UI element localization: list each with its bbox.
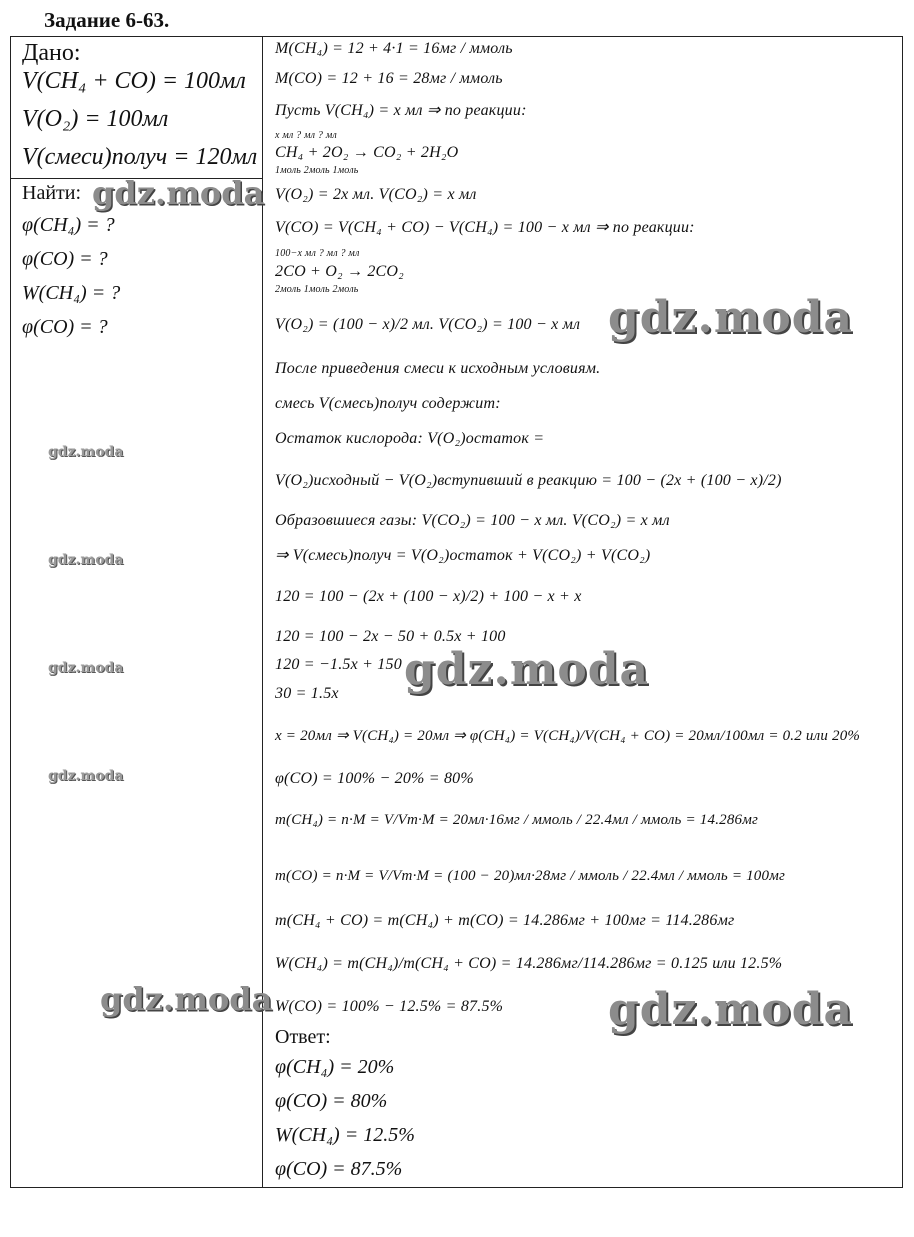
task-title: Задание 6-63. — [44, 8, 170, 32]
find-item: W(CH₄) = ? — [22, 282, 121, 304]
watermark: gdz.moda — [100, 980, 273, 1018]
solution-line: x = 20мл ⇒ V(CH₄) = 20мл ⇒ φ(CH₄) = V(CH₄)/V(CH₄ + CO) = 20мл/100мл = 0.2 или 20% — [275, 728, 861, 744]
given-item: V(CH₄ + CO) = 100мл — [22, 68, 246, 94]
watermark: gdz.moda — [608, 292, 854, 343]
solution-line: Остаток кислорода: V(O₂)остаток = — [275, 430, 545, 447]
solution-line: 30 = 1.5x — [275, 685, 339, 702]
reaction-annotation: 1моль 2моль 1моль — [275, 165, 359, 176]
solution-line: V(O₂)исходный − V(O₂)вступивший в реакцию = 100 − (2x + (100 − x)/2) — [275, 472, 782, 489]
answer-item: W(CH₄) = 12.5% — [275, 1124, 415, 1146]
watermark: gdz.moda — [608, 984, 854, 1035]
solution-line: V(O₂) = 2x мл. V(CO₂) = x мл — [275, 186, 477, 203]
solution-line: m(CO) = n·M = V/Vm·M = (100 − 20)мл·28мг / ммоль / 22.4мл / ммоль = 100мг — [275, 868, 786, 884]
solution-line: 120 = 100 − (2x + (100 − x)/2) + 100 − x + x — [275, 588, 582, 605]
reaction-equation: 2CO + O₂ → 2CO₂ — [275, 263, 404, 280]
solution-line: W(CO) = 100% − 12.5% = 87.5% — [275, 998, 504, 1015]
solution-line: ⇒ V(смесь)получ = V(O₂)остаток + V(CO₂) + V(CO₂) — [275, 547, 651, 564]
answer-item: φ(CO) = 80% — [275, 1090, 388, 1112]
given-header: Дано: — [22, 40, 81, 66]
solution-line: W(CH₄) = m(CH₄)/m(CH₄ + CO) = 14.286мг/114.286мг = 0.125 или 12.5% — [275, 955, 783, 972]
watermark: gdz.moda — [48, 444, 124, 460]
find-header: Найти: — [22, 182, 82, 204]
find-item: φ(CH₄) = ? — [22, 214, 115, 236]
solution-line: Образовшиеся газы: V(CO₂) = 100 − x мл. V(CO₂) = x мл — [275, 512, 670, 529]
watermark: gdz.moda — [48, 660, 124, 676]
watermark: gdz.moda — [48, 768, 124, 784]
reaction-annotation: x мл ? мл ? мл — [275, 130, 337, 141]
find-item: φ(CO) = ? — [22, 248, 108, 270]
answer-item: φ(CO) = 87.5% — [275, 1158, 403, 1180]
solution-line: m(CH₄) = n·M = V/Vm·M = 20мл·16мг / ммоль / 22.4мл / ммоль = 14.286мг — [275, 812, 759, 828]
solution-line: Пусть V(CH₄) = x мл ⇒ по реакции: — [275, 102, 527, 119]
answer-header: Ответ: — [275, 1026, 331, 1048]
answer-item: φ(CH₄) = 20% — [275, 1056, 395, 1078]
solution-line: V(CO) = V(CH₄ + CO) − V(CH₄) = 100 − x мл ⇒ по реакции: — [275, 219, 695, 236]
solution-line: 120 = 100 − 2x − 50 + 0.5x + 100 — [275, 628, 506, 645]
solution-line: После приведения смеси к исходным условиям. — [275, 360, 601, 377]
watermark: gdz.moda — [404, 644, 650, 695]
solution-line: смесь V(смесь)получ содержит: — [275, 395, 501, 412]
solution-line: M(CO) = 12 + 16 = 28мг / ммоль — [275, 70, 503, 87]
reaction-annotation: 100−x мл ? мл ? мл — [275, 248, 360, 259]
solution-line: V(O₂) = (100 − x)/2 мл. V(CO₂) = 100 − x мл — [275, 316, 581, 333]
solution-line: φ(CO) = 100% − 20% = 80% — [275, 770, 474, 787]
reaction-annotation: 2моль 1моль 2моль — [275, 284, 359, 295]
solution-line: m(CH₄ + CO) = m(CH₄) + m(CO) = 14.286мг + 100мг = 114.286мг — [275, 912, 735, 929]
given-item: V(смеси)получ = 120мл — [22, 144, 258, 170]
find-item: φ(CO) = ? — [22, 316, 108, 338]
given-item: V(O₂) = 100мл — [22, 106, 169, 132]
solution-line: M(CH₄) = 12 + 4·1 = 16мг / ммоль — [275, 40, 513, 57]
reaction-equation: CH₄ + 2O₂ → CO₂ + 2H₂O — [275, 144, 459, 161]
watermark: gdz.moda — [92, 174, 265, 212]
solution-line: 120 = −1.5x + 150 — [275, 656, 402, 673]
watermark: gdz.moda — [48, 552, 124, 568]
